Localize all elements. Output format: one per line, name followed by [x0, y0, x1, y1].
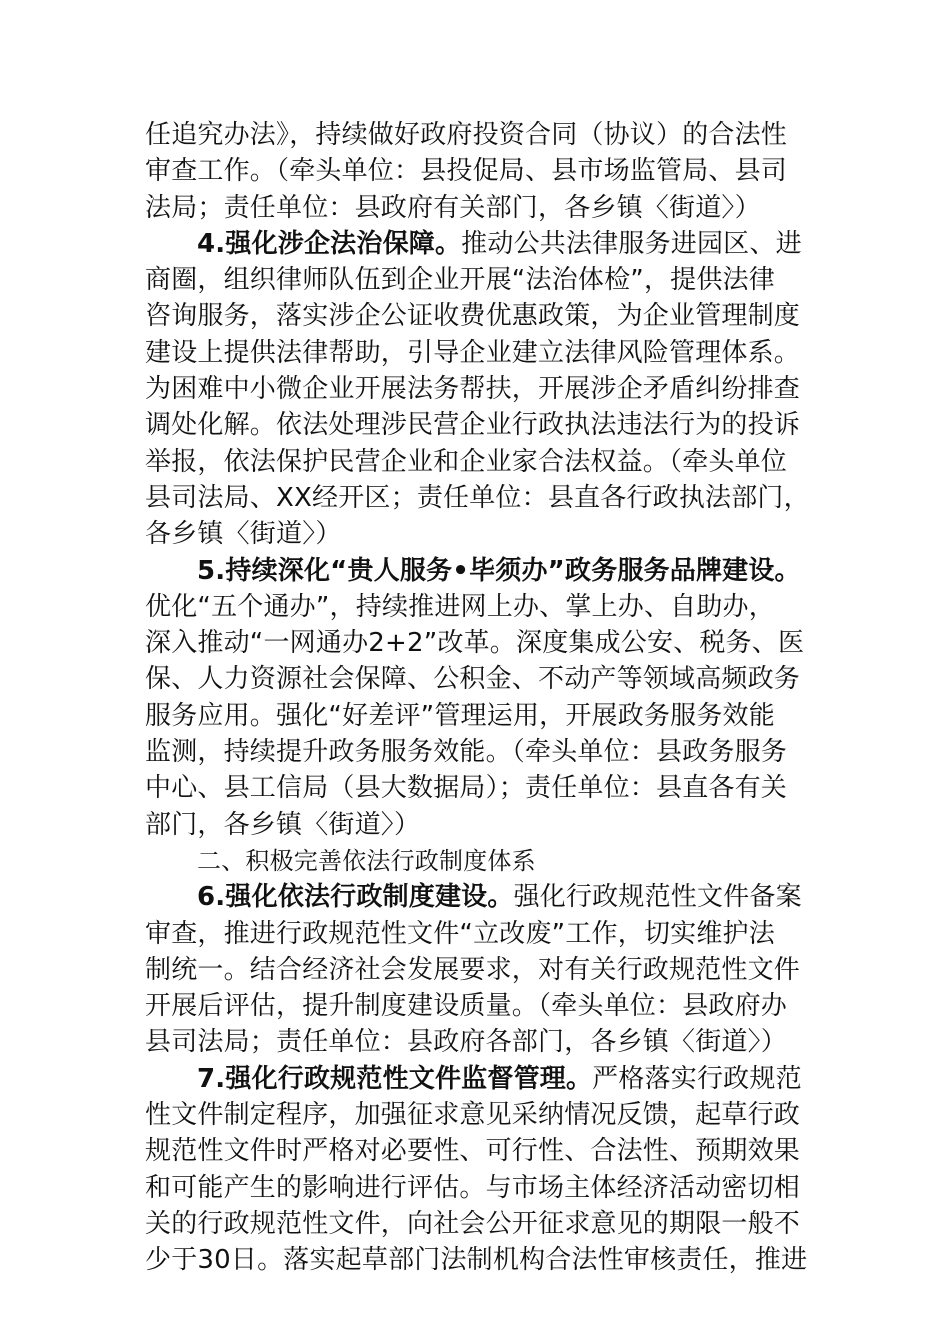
text-line — [145, 988, 805, 1024]
text-line — [145, 807, 805, 843]
text-line — [145, 516, 805, 552]
text-segment: 部门，各乡镇〈街道〉） — [145, 809, 421, 840]
item-title: 5.持续深化“贵人服务•毕须办”政务服务品牌建设。 — [197, 555, 801, 586]
item-title: 6.强化依法行政制度建设。 — [197, 882, 514, 913]
item-title: 7.强化行政规范性文件监督管理。 — [197, 1063, 593, 1094]
text-segment: 规范性文件时严格对必要性、可行性、合法性、预期效果 — [145, 1136, 801, 1167]
text-line — [145, 480, 810, 516]
text-segment: 开展后评估，提升制度建设质量。（牵头单位：县政府办 — [145, 991, 788, 1022]
text-line — [145, 335, 805, 371]
text-segment: 深入推动“一网通办2+2”改革。深度集成公安、税务、医 — [145, 628, 805, 659]
text-line — [145, 589, 805, 625]
text-segment: 和可能产生的影响进行评估。与市场主体经济活动密切相 — [145, 1172, 801, 1203]
item-title: 4.强化涉企法治保障。 — [197, 228, 462, 259]
text-segment: 县司法局、XX经开区；责任单位：县直各行政执法部门， — [145, 482, 810, 513]
text-line — [145, 1024, 805, 1060]
text-segment: 县司法局；责任单位：县政府各部门，各乡镇〈街道〉） — [145, 1027, 788, 1058]
text-segment: 审查工作。（牵头单位：县投促局、县市场监管局、县司 — [145, 156, 788, 187]
text-segment: 各乡镇〈街道〉） — [145, 519, 342, 550]
text-line — [145, 226, 805, 262]
text-line — [145, 698, 805, 734]
text-segment: 性文件制定程序，加强征求意见采纳情况反馈，起草行政 — [145, 1100, 801, 1131]
text-line — [145, 879, 805, 915]
text-segment: 为困难中小微企业开展法务帮扶，开展涉企矛盾纠纷排查 — [145, 374, 801, 405]
text-segment: 监测，持续提升政务服务效能。（牵头单位：县政务服务 — [145, 737, 788, 768]
text-line — [145, 952, 805, 988]
text-line — [145, 770, 805, 806]
text-line — [145, 1061, 805, 1097]
text-segment: 少于30日。落实起草部门法制机构合法性审核责任，推进 — [145, 1245, 808, 1276]
section-heading — [145, 843, 805, 879]
text-line — [145, 734, 805, 770]
text-line — [145, 262, 805, 298]
document-body — [145, 117, 810, 1279]
text-segment: 保、人力资源社会保障、公积金、不动产等领域高频政务 — [145, 664, 801, 695]
text-segment: 二、积极完善依法行政制度体系 — [197, 846, 536, 875]
text-segment: 商圈，组织律师队伍到企业开展“法治体检”，提供法律 — [145, 265, 775, 296]
text-segment: 关的行政规范性文件，向社会公开征求意见的期限一般不 — [145, 1208, 801, 1239]
text-segment: 服务应用。强化“好差评”管理运用，开展政务服务效能 — [145, 700, 775, 731]
text-segment: 制统一。结合经济社会发展要求，对有关行政规范性文件 — [145, 954, 801, 985]
text-line — [145, 625, 805, 661]
text-segment: 优化“五个通办”，持续推进网上办、掌上办、自助办， — [145, 591, 775, 622]
text-segment: 法局；责任单位：县政府有关部门，各乡镇〈街道〉） — [145, 192, 761, 223]
text-line — [145, 1097, 805, 1133]
text-line — [145, 190, 805, 226]
text-line — [145, 298, 805, 334]
text-line — [145, 553, 805, 589]
text-segment: 任追究办法》，持续做好政府投资合同（协议）的合法性 — [145, 120, 788, 150]
text-segment: 严格落实行政规范 — [592, 1063, 802, 1094]
text-line — [145, 117, 805, 153]
text-line — [145, 1170, 805, 1206]
text-segment: 举报，依法保护民营企业和企业家合法权益。（牵头单位 — [145, 446, 788, 477]
text-segment: 审查，推进行政规范性文件“立改废”工作，切实维护法 — [145, 918, 775, 949]
text-segment: 咨询服务，落实涉企公证收费优惠政策，为企业管理制度 — [145, 301, 801, 332]
text-line — [145, 371, 805, 407]
text-segment: 调处化解。依法处理涉民营企业行政执法违法行为的投诉 — [145, 410, 801, 441]
text-segment: 推动公共法律服务进园区、进 — [461, 228, 802, 259]
text-line — [145, 1206, 805, 1242]
text-line — [145, 1242, 808, 1278]
text-line — [145, 444, 805, 480]
text-segment: 中心、县工信局（县大数据局）；责任单位：县直各有关 — [145, 773, 788, 804]
text-segment: 强化行政规范性文件备案 — [513, 882, 802, 913]
text-line — [145, 1133, 805, 1169]
text-line — [145, 407, 805, 443]
text-line — [145, 661, 805, 697]
text-line — [145, 153, 805, 189]
text-line — [145, 916, 805, 952]
text-segment: 建设上提供法律帮助，引导企业建立法律风险管理体系。 — [145, 337, 801, 368]
